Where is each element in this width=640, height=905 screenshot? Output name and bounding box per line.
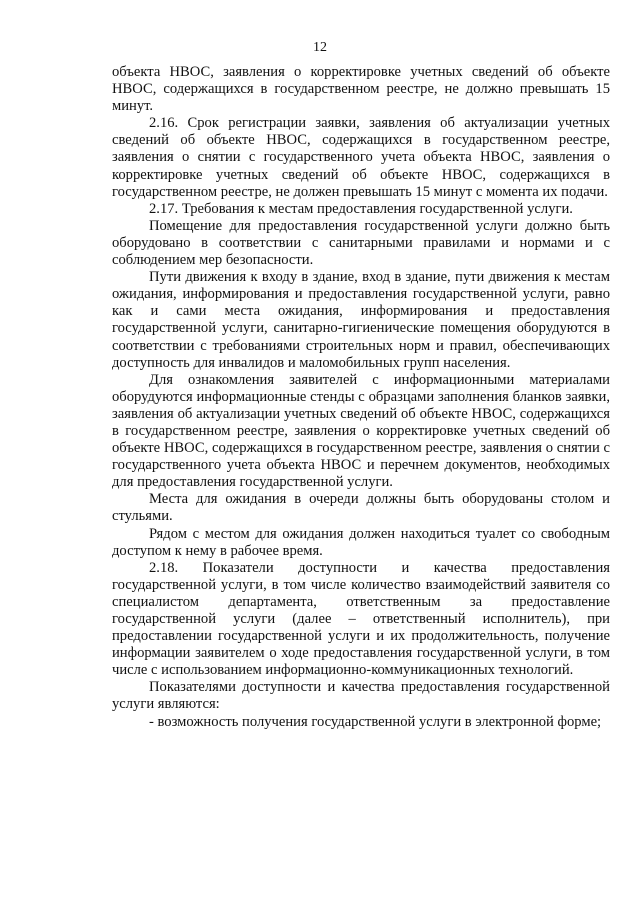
document-body — [112, 64, 610, 731]
paragraph-2-17-premises-requirements: 2.17. Требования к местам предоставления государственной услуги. — [149, 200, 573, 217]
paragraph-2-18-quality-indicators: 2.18. Показатели доступности и качества предоставления государственной услуги, в том числе количество взаимодействий заявителя со специалистом департамента, ответственным за предоставление государственной услуги (далее – ответственный исполнитель), при предоставлении государственной услуги и их продолжительность, получение информации заявителем о ходе предоставления государственной услуги, в том числе с использованием информационно-коммуникационных технологий. — [112, 559, 610, 679]
paragraph-continuation: объекта НВОС, заявления о корректировке учетных сведений об объекте НВОС, содержащихся в государственном реестре, не должно превышать 15 минут. — [112, 64, 610, 115]
paragraph-restroom: Рядом с местом для ожидания должен находиться туалет со свободным доступом к нему в рабочее время. — [112, 525, 610, 559]
paragraph-waiting-area: Места для ожидания в очереди должны быть оборудованы столом и стульями. — [112, 491, 610, 525]
page-number: 12 — [313, 40, 327, 55]
paragraph-information-stands: Для ознакомления заявителей с информационными материалами оборудуются информационные стенды с образцами заполнения бланков заявки, заявления об актуализации учетных сведений об объекте НВОС, содержащихся в государственном реестре, заявления о корректировке учетных сведений об объекте НВОС, содержащихся в государственном реестре, заявления о снятии с государственного учета объекта НВОС и перечнем документов, необходимых для предоставления государственной услуги. — [112, 371, 610, 491]
paragraph-accessibility: Пути движения к входу в здание, вход в здание, пути движения к местам ожидания, информирования и предоставления государственной услуги, равно как и сами места ожидания, информирования и предоставления государственной услуги, санитарно-гигиенические помещения оборудуются в соответствии с требованиями строительных норм и правил, обеспечивающих доступность для инвалидов и маломобильных групп населения. — [112, 269, 610, 371]
list-item-electronic-form: - возможность получения государственной услуги в электронной форме; — [149, 713, 602, 730]
paragraph-2-16-registration-term: 2.16. Срок регистрации заявки, заявления об актуализации учетных сведений об объекте НВОС, содержащихся в государственном реестре, заявления о снятии с государственного учета объекта НВОС, заявления о корректировке учетных сведений об объекте НВОС, содержащихся в государственном реестре, не должен превышать 15 минут с момента их подачи. — [112, 115, 610, 200]
paragraph-premises-equipment: Помещение для предоставления государственной услуги должно быть оборудовано в соответствии с санитарными правилами и нормами и с соблюдением мер безопасности. — [112, 217, 610, 269]
paragraph-indicators-intro: Показателями доступности и качества предоставления государственной услуги являются: — [112, 679, 610, 713]
